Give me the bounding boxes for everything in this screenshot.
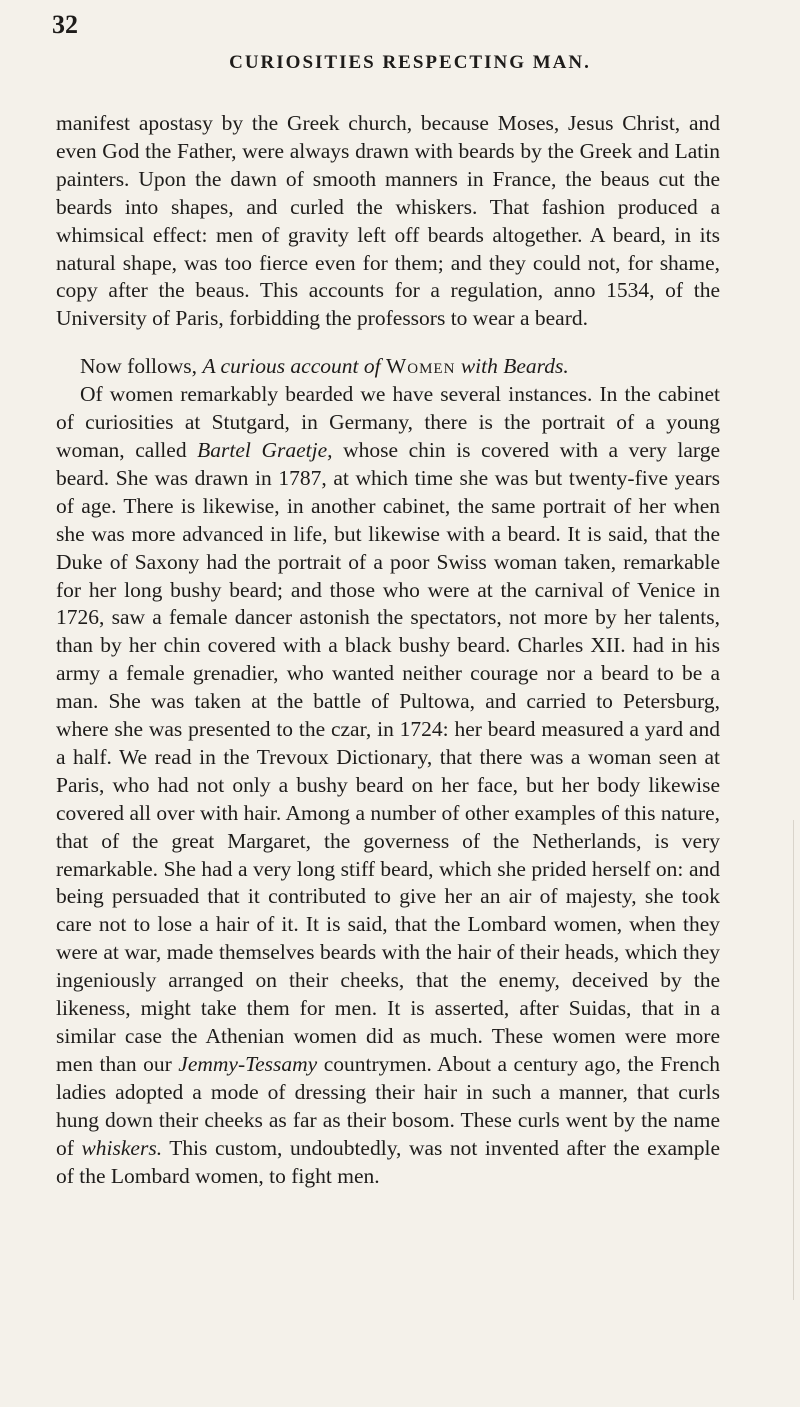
text-run: Of women remarkably bearded we have several instances. In the cabinet of curiosities at Stutgard, in Germany, there is the portrait of a young woman, called [56, 382, 720, 462]
text-run: whose chin is covered with a very large beard. She was drawn in 1787, at which time she was but twenty-five years of age. There is likewise, in another cabinet, the same portrait of her when she was more advanced in life, but likewise with a beard. It is said, that the Duke of Saxony had the portrait of a poor Swiss woman taken, remarkable for her long bushy beard; and those who were at the carnival of Venice in 1726, saw a female dancer astonish the spectators, not more by her talents, than by her chin covered with a black bushy beard. Charles XII. had in his army a female grenadier, who wanted neither courage nor a beard to be a man. She was taken at the battle of Pultowa, and carried to Petersburg, where she was presented to the czar, in 1724: her beard measured a yard and a half. We read in the Trevoux Dictionary, that there was a woman seen at Paris, who had not only a bushy beard on her face, but her body likewise covered all over with hair. Among a number of other examples of this nature, that of the great Margaret, the governess of the Netherlands, is very remarkable. She had a very long stiff beard, which she prided herself on: and being persuaded that it contributed to give her an air of majesty, she took care not to lose a hair of it. It is said, that the Lombard women, when they were at war, made themselves beards with the hair of their heads, which they ingeniously arranged on their cheeks, that the enemy, deceived by the likeness, might take them for men. It is asserted, after Suidas, that in a similar case the Athenian women did as much. These women were more men than our [56, 437, 720, 1076]
italic-term: whiskers. [81, 1135, 163, 1160]
body-text [56, 110, 720, 1190]
heading-italic-end: with Beards. [455, 354, 569, 379]
running-title: CURIOSITIES RESPECTING MAN. [229, 52, 591, 73]
text-run: countrymen. About a century ago, the French ladies adopted a mode of dressing their hair in such a manner, that curls hung down their cheeks as far as their bosom. These curls went by the name of [56, 1051, 720, 1160]
italic-term: Jemmy-Tessamy [178, 1051, 318, 1076]
paragraph-women-with-beards [56, 381, 720, 1190]
person-name: Bartel Graetje, [197, 437, 333, 462]
page-edge-line [793, 820, 794, 1300]
paragraph-beards-history: manifest apostasy by the Greek church, because Moses, Jesus Christ, and even God the Father, were always drawn with beards by the Greek and Latin painters. Upon the dawn of smooth manners in France, the beaus cut the beards into shapes, and curled the whiskers. That fashion produced a whimsical effect: men of gravity left off beards altogether. A beard, in its natural shape, was too fierce even for them; and they could not, for shame, copy after the beaus. This accounts for a regulation, anno 1534, of the University of Paris, forbidding the professors to wear a beard. [56, 111, 720, 331]
heading-lead: Now follows, [80, 354, 203, 379]
text-run: This custom, undoubtedly, was not invented after the example of the Lombard women, to fight men. [56, 1135, 720, 1188]
heading-smallcaps: Women [385, 354, 456, 379]
section-heading [56, 353, 720, 381]
page-number: 32 [52, 10, 78, 39]
heading-italic: A curious account of [202, 354, 386, 379]
